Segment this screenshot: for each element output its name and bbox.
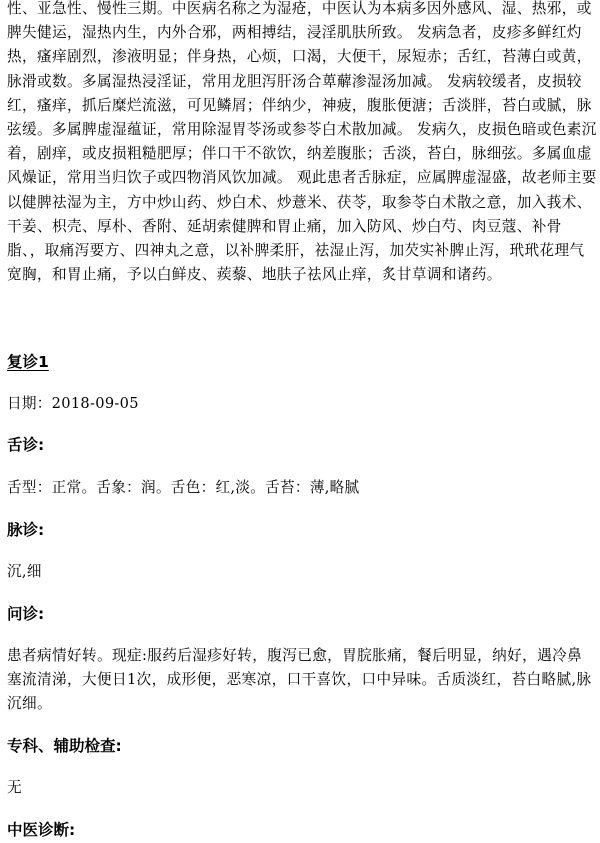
pulse-title: 脉诊:: [7, 521, 45, 539]
tongue-title: 舌诊:: [7, 436, 45, 454]
specialist-text: 无: [7, 779, 22, 796]
tcm-diagnosis-title: 中医诊断:: [7, 821, 76, 839]
intro-paragraph: 性、亚急性、慢性三期。中医病名称之为湿疮，中医认为本病多因外感风、湿、热邪，或脾失健运，湿热内生，内外合邪，两相搏结，浸淫肌肤所致。 发病急者，皮疹多鲜红灼热，瘙痒剧烈，渗液明显；伴身热，心烦，口渴，大便干，尿短赤；舌红，苔薄白或黄，脉滑或数。多属湿热浸淫证，常用龙胆泻肝汤合萆薢渗湿汤加减。 发病较缓者，皮损较红，瘙痒，抓后糜烂流滋，可见鳞屑；伴纳少，神疲，腹胀便溏；舌淡胖，苔白或腻，脉弦缓。多属脾虚湿蕴证，常用除湿胃苓汤或参苓白术散加减。 发病久，皮损色暗或色素沉着，剧痒，或皮损粗糙肥厚；伴口干不欲饮，纳差腹胀；舌淡，苔白，脉细弦。多属血虚风燥证，常用当归饮子或四物消风饮加减。 观此患者舌脉症，应属脾虚湿盛，故老师主要以健脾祛湿为主，方中炒山药、炒白术、炒薏米、茯苓，取参苓白术散之意，加入莪术、干姜、枳壳、厚朴、香附、延胡索健脾和胃止痛，加入防风、炒白芍、肉豆蔻、补骨脂、，取痛泻要方、四神丸之意，以补脾柔肝，祛湿止泻，加芡实补脾止泻，玳玳花理气宽胸，和胃止痛，予以白鲜皮、蒺藜、地肤子祛风止痒，炙甘草调和诸药。: [7, 0, 597, 284]
revisit-title: 复诊1: [7, 353, 49, 371]
specialist-title: 专科、辅助检查:: [7, 737, 122, 755]
inquiry-text: 患者病情好转。现症:服药后湿疹好转，腹泻已愈，胃脘胀痛，餐后明显，纳好，遇冷鼻塞流清涕，大便日1次，成形便，恶寒凉，口干喜饮，口中异味。舌质淡红，苔白略腻,脉沉细。: [7, 647, 592, 713]
inquiry-title: 问诊:: [7, 605, 45, 623]
pulse-text: 沉,细: [7, 563, 42, 580]
revisit-date: 日期：2018-09-05: [7, 395, 139, 412]
tongue-text: 舌型：正常。舌象：润。舌色：红,淡。舌苔：薄,略腻: [7, 479, 360, 496]
